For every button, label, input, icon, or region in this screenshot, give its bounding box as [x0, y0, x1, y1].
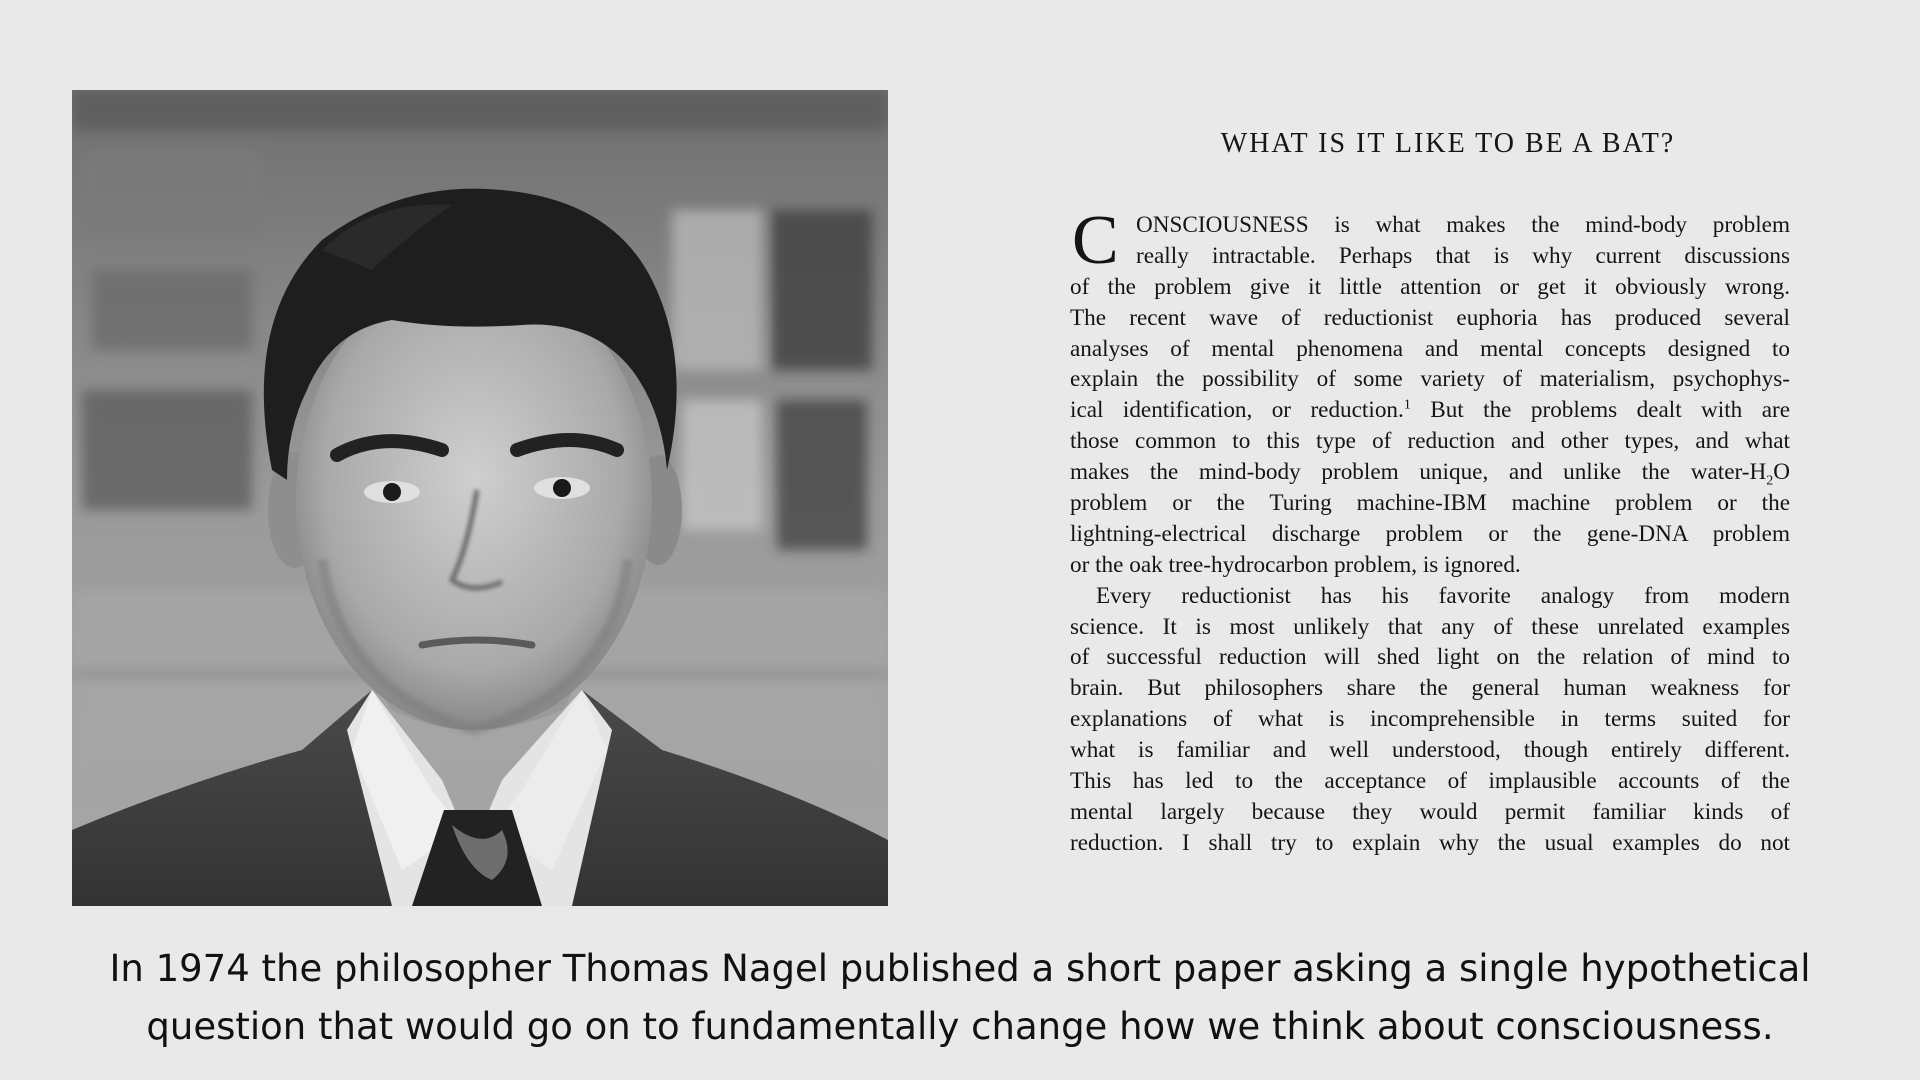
- paper-line: reduction. I shall try to explain why the usual examples do not: [1070, 829, 1790, 856]
- paper-line: [1070, 395, 1790, 426]
- paper-line: brain. But philosophers share the general human weakness for: [1070, 675, 1790, 702]
- paper-line: of the problem give it little attention or get it obviously wrong.: [1070, 273, 1790, 300]
- paper-title: WHAT IS IT LIKE TO BE A BAT?: [1220, 128, 1676, 159]
- dropcap-block: [1070, 202, 1790, 279]
- caption-line-1: In 1974 the philosopher Thomas Nagel published a short paper asking a single hypothetical: [109, 947, 1811, 990]
- line-text: ical identification, or reduction.: [1070, 397, 1404, 424]
- paper-line: analyses of mental phenomena and mental concepts designed to: [1070, 335, 1790, 362]
- line-text: makes the mind-body problem unique, and unlike the water-H: [1070, 459, 1767, 486]
- footnote-marker: 1: [1403, 397, 1411, 413]
- paper-line: mental largely because they would permit familiar kinds of: [1070, 798, 1790, 825]
- paper-line: explain the possibility of some variety of materialism, psychophys-: [1070, 366, 1790, 393]
- line-text: But the problems dealt with are: [1410, 397, 1790, 424]
- paper-paragraph-1: [1070, 202, 1790, 581]
- paper-line: really intractable. Perhaps that is why current discussions: [1136, 242, 1790, 269]
- line-text: O: [1773, 459, 1790, 486]
- drop-cap: C: [1072, 202, 1119, 279]
- paper-paragraph-2: [1070, 581, 1790, 859]
- portrait-illustration: [72, 90, 888, 906]
- paper-line: [1070, 210, 1790, 241]
- line-text: is what makes the mind-body problem: [1308, 212, 1790, 238]
- smallcaps-text: ONSCIOUSNESS: [1136, 212, 1309, 238]
- subscript: 2: [1766, 473, 1774, 489]
- paper-line: explanations of what is incomprehensible in terms suited for: [1070, 706, 1790, 733]
- paper-page: [1070, 128, 1790, 859]
- paper-line: science. It is most unlikely that any of these unrelated examples: [1070, 613, 1790, 640]
- paper-line: This has led to the acceptance of implausible accounts of the: [1070, 768, 1790, 795]
- paper-line: The recent wave of reductionist euphoria has produced several: [1070, 304, 1790, 331]
- paper-line: of successful reduction will shed light on the relation of mind to: [1070, 644, 1790, 671]
- paper-line: Every reductionist has his favorite analogy from modern: [1096, 582, 1790, 609]
- portrait-photo: [72, 90, 888, 906]
- subtitle-caption: [0, 940, 1920, 1056]
- paper-line: lightning-electrical discharge problem or the gene-DNA problem: [1070, 520, 1790, 547]
- paper-line: what is familiar and well understood, though entirely different.: [1070, 737, 1790, 764]
- paper-line: those common to this type of reduction and other types, and what: [1070, 428, 1790, 455]
- paper-line: [1070, 457, 1790, 488]
- paper-line: problem or the Turing machine-IBM machine problem or the: [1070, 490, 1790, 517]
- caption-line-2: question that would go on to fundamentally change how we think about consciousness.: [146, 1005, 1774, 1048]
- paper-line: or the oak tree-hydrocarbon problem, is ignored.: [1070, 551, 1521, 578]
